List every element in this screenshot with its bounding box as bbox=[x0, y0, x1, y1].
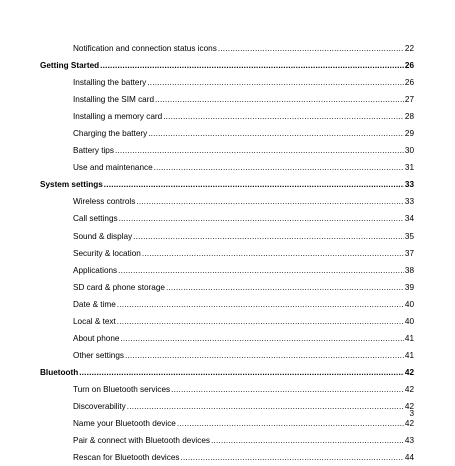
toc-entry-line bbox=[73, 210, 414, 227]
toc-dot-leader bbox=[163, 108, 404, 125]
toc-entry-line bbox=[73, 347, 414, 364]
toc-entry[interactable] bbox=[0, 245, 455, 262]
toc-dot-leader bbox=[79, 364, 404, 381]
toc-entry-page: 42 bbox=[404, 384, 414, 394]
toc-section-entry[interactable] bbox=[0, 364, 455, 381]
toc-entry-title: Pair & connect with Bluetooth devices bbox=[73, 436, 210, 446]
toc-entry[interactable] bbox=[0, 159, 455, 176]
toc-entry-page: 37 bbox=[404, 248, 414, 258]
toc-entry[interactable] bbox=[0, 210, 455, 227]
toc-dot-leader bbox=[117, 313, 404, 330]
toc-entry-page: 26 bbox=[404, 61, 414, 71]
toc-entry-title: Other settings bbox=[73, 350, 124, 360]
page-number: 3 bbox=[409, 409, 414, 418]
toc-entry-page: 33 bbox=[404, 180, 414, 190]
toc-entry-page: 33 bbox=[404, 197, 414, 207]
toc-entry-line bbox=[73, 228, 414, 245]
toc-entry[interactable] bbox=[0, 313, 455, 330]
toc-entry[interactable] bbox=[0, 125, 455, 142]
toc-entry-page: 40 bbox=[404, 316, 414, 326]
toc-entry-title: SD card & phone storage bbox=[73, 282, 165, 292]
toc-entry-line bbox=[73, 245, 414, 262]
toc-entry-title: Turn on Bluetooth services bbox=[73, 384, 171, 394]
toc-entry-page: 44 bbox=[404, 453, 414, 463]
toc-dot-leader bbox=[177, 415, 404, 432]
toc-entry-page: 29 bbox=[404, 129, 414, 139]
toc-entry-line bbox=[73, 91, 414, 108]
toc-entry-title: Charging the battery bbox=[73, 129, 148, 139]
toc-entry-title: Battery tips bbox=[73, 146, 114, 156]
toc-dot-leader bbox=[100, 57, 404, 74]
toc-entry-page: 22 bbox=[404, 44, 414, 53]
toc-entry-line bbox=[73, 142, 414, 159]
toc-entry[interactable] bbox=[0, 330, 455, 347]
toc-section-entry[interactable] bbox=[0, 176, 455, 193]
toc-dot-leader bbox=[218, 40, 404, 57]
toc-entry-line bbox=[73, 108, 414, 125]
toc-entry-title: Applications bbox=[73, 265, 118, 275]
toc-entry[interactable] bbox=[0, 193, 455, 210]
toc-entry-page: 28 bbox=[404, 112, 414, 122]
toc-entry-title: System settings bbox=[40, 180, 103, 190]
toc-entry[interactable] bbox=[0, 40, 455, 57]
toc-entry-page: 40 bbox=[404, 299, 414, 309]
toc-entry-line bbox=[73, 330, 414, 347]
toc-entry-page: 42 bbox=[404, 401, 414, 411]
toc-entry-line bbox=[73, 74, 414, 91]
toc-entry-line bbox=[73, 432, 414, 449]
toc-dot-leader bbox=[155, 91, 404, 108]
toc-entry-title: Rescan for Bluetooth devices bbox=[73, 453, 180, 463]
toc-dot-leader bbox=[147, 74, 404, 91]
toc-entry-page: 41 bbox=[404, 350, 414, 360]
toc-entry-line bbox=[73, 193, 414, 210]
toc-entry-page: 43 bbox=[404, 436, 414, 446]
toc-entry[interactable] bbox=[0, 108, 455, 125]
toc-entry-title: Call settings bbox=[73, 214, 118, 224]
toc-entry-line bbox=[40, 176, 414, 193]
toc-dot-leader bbox=[148, 125, 404, 142]
toc-dot-leader bbox=[136, 193, 404, 210]
toc-entry-page: 41 bbox=[404, 333, 414, 343]
toc-dot-leader bbox=[115, 142, 404, 159]
toc-entry-page: 34 bbox=[404, 214, 414, 224]
toc-entry-line bbox=[73, 415, 414, 432]
toc-entry[interactable] bbox=[0, 142, 455, 159]
toc-entry-line bbox=[73, 40, 414, 57]
toc-entry-title: About phone bbox=[73, 333, 120, 343]
toc-section-entry[interactable] bbox=[0, 57, 455, 74]
toc-dot-leader bbox=[154, 159, 404, 176]
toc-entry-line bbox=[73, 381, 414, 398]
toc-entry[interactable] bbox=[0, 432, 455, 449]
toc-dot-leader bbox=[119, 210, 404, 227]
toc-entry-line bbox=[40, 364, 414, 381]
toc-dot-leader bbox=[118, 262, 404, 279]
toc-entry-title: Security & location bbox=[73, 248, 141, 258]
toc-entry-line bbox=[40, 57, 414, 74]
toc-entry[interactable] bbox=[0, 381, 455, 398]
toc-dot-leader bbox=[125, 347, 404, 364]
toc-dot-leader bbox=[117, 296, 404, 313]
toc-entry-title: Installing the battery bbox=[73, 78, 147, 88]
toc-entry-page: 38 bbox=[404, 265, 414, 275]
toc-entry-page: 27 bbox=[404, 95, 414, 105]
toc-entry-title: Date & time bbox=[73, 299, 116, 309]
toc-entry-title: Discoverability bbox=[73, 401, 126, 411]
toc-dot-leader bbox=[127, 398, 404, 415]
toc-entry[interactable] bbox=[0, 279, 455, 296]
toc-entry[interactable] bbox=[0, 91, 455, 108]
toc-entry-title: Installing the SIM card bbox=[73, 95, 155, 105]
toc-entry[interactable] bbox=[0, 415, 455, 432]
toc-entry-title: Notification and connection status icons bbox=[73, 44, 217, 53]
toc-entry[interactable] bbox=[0, 228, 455, 245]
toc-dot-leader bbox=[133, 228, 404, 245]
toc-entry[interactable] bbox=[0, 262, 455, 279]
toc-entry-page: 42 bbox=[404, 419, 414, 429]
toc-entry-title: Local & text bbox=[73, 316, 116, 326]
toc-entry-page: 35 bbox=[404, 231, 414, 241]
toc-entry-page: 26 bbox=[404, 78, 414, 88]
toc-entry-line bbox=[73, 125, 414, 142]
toc-entry-line bbox=[73, 279, 414, 296]
toc-entry-line bbox=[73, 398, 414, 415]
toc-entry[interactable] bbox=[0, 398, 455, 415]
toc-entry-title: Sound & display bbox=[73, 231, 133, 241]
toc-entry-page: 39 bbox=[404, 282, 414, 292]
toc-entry-title: Getting Started bbox=[40, 61, 100, 71]
toc-dot-leader bbox=[120, 330, 403, 347]
toc-dot-leader bbox=[171, 381, 404, 398]
toc-entry-line bbox=[73, 262, 414, 279]
toc-entry-line bbox=[73, 449, 414, 466]
toc-entry-title: Name your Bluetooth device bbox=[73, 419, 176, 429]
toc-entry-page: 42 bbox=[404, 367, 414, 377]
toc-entry[interactable] bbox=[0, 296, 455, 313]
toc-entry-title: Use and maintenance bbox=[73, 163, 153, 173]
toc-entry[interactable] bbox=[0, 347, 455, 364]
toc-entry[interactable] bbox=[0, 449, 455, 466]
table-of-contents bbox=[0, 40, 455, 466]
toc-entry[interactable] bbox=[0, 74, 455, 91]
toc-entry-page: 30 bbox=[404, 146, 414, 156]
toc-dot-leader bbox=[181, 449, 404, 466]
toc-entry-line bbox=[73, 159, 414, 176]
toc-entry-line bbox=[73, 313, 414, 330]
toc-entry-line bbox=[73, 296, 414, 313]
toc-entry-title: Bluetooth bbox=[40, 367, 79, 377]
toc-dot-leader bbox=[166, 279, 404, 296]
toc-dot-leader bbox=[211, 432, 404, 449]
toc-entry-title: Wireless controls bbox=[73, 197, 136, 207]
toc-entry-title: Installing a memory card bbox=[73, 112, 163, 122]
toc-dot-leader bbox=[104, 176, 404, 193]
toc-dot-leader bbox=[142, 245, 404, 262]
toc-entry-page: 31 bbox=[404, 163, 414, 173]
